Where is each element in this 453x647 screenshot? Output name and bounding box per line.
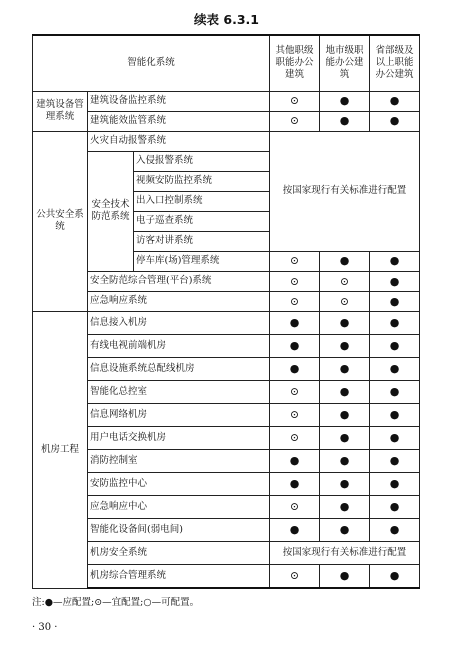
row-name: 停车库(场)管理系统 — [134, 251, 270, 271]
row-name: 机房安全系统 — [88, 542, 270, 565]
cell-value: ● — [320, 334, 370, 357]
cell-value: ● — [370, 496, 420, 519]
table-row — [33, 450, 420, 473]
table-row — [33, 473, 420, 496]
cell-value: ● — [320, 311, 370, 334]
cell-value: ⊙ — [270, 251, 320, 271]
row-name: 视频安防监控系统 — [134, 171, 270, 191]
page-number: · 30 · — [32, 622, 58, 633]
row-name: 入侵报警系统 — [134, 151, 270, 171]
row-name: 应急响应系统 — [88, 291, 270, 311]
cell-value: ● — [370, 381, 420, 404]
row-name: 访客对讲系统 — [134, 231, 270, 251]
cell-value: ⊙ — [270, 271, 320, 291]
cell-value: ● — [370, 565, 420, 588]
table-row — [33, 291, 420, 311]
cell-value: ⊙ — [270, 496, 320, 519]
row-name: 出入口控制系统 — [134, 191, 270, 211]
cell-value: ● — [270, 311, 320, 334]
row-name: 应急响应中心 — [88, 496, 270, 519]
row-name: 信息网络机房 — [88, 404, 270, 427]
table-row — [33, 404, 420, 427]
row-name: 信息接入机房 — [88, 311, 270, 334]
row-name: 信息设施系统总配线机房 — [88, 358, 270, 381]
cell-value: ● — [370, 271, 420, 291]
configuration-table — [32, 34, 420, 589]
group-machine: 机房工程 — [33, 311, 88, 588]
cell-value: ● — [320, 450, 370, 473]
cell-value: ● — [270, 358, 320, 381]
cell-value: ● — [370, 111, 420, 131]
row-name: 智能化总控室 — [88, 381, 270, 404]
cell-value: ● — [320, 473, 370, 496]
merged-standard-config: 按国家现行有关标准进行配置 — [270, 131, 420, 251]
group-building: 建筑设备管理系统 — [33, 91, 88, 131]
cell-value: ⊙ — [320, 291, 370, 311]
row-name: 机房综合管理系统 — [88, 565, 270, 588]
cell-value: ⊙ — [270, 291, 320, 311]
cell-value: ● — [320, 358, 370, 381]
cell-value: ⊙ — [270, 427, 320, 450]
cell-value: ⊙ — [270, 565, 320, 588]
row-name: 电子巡查系统 — [134, 211, 270, 231]
header-row — [33, 35, 420, 91]
row-name: 火灾自动报警系统 — [88, 131, 270, 151]
cell-value: ● — [270, 519, 320, 542]
table-row — [33, 381, 420, 404]
table-row — [33, 542, 420, 565]
cell-value: ● — [370, 291, 420, 311]
table-row — [33, 271, 420, 291]
table-title: 续表 6.3.1 — [194, 12, 259, 27]
row-name: 安防监控中心 — [88, 473, 270, 496]
row-name: 有线电视前端机房 — [88, 334, 270, 357]
row-name: 建筑设备监控系统 — [88, 91, 270, 111]
cell-value: ● — [320, 427, 370, 450]
cell-value: ● — [320, 496, 370, 519]
cell-value: ● — [370, 473, 420, 496]
table-note: 注:●—应配置;⊙—宜配置;○—可配置。 — [32, 597, 200, 608]
group-techprev: 安全技术防范系统 — [88, 151, 134, 271]
row-name: 建筑能效监管系统 — [88, 111, 270, 131]
header-col3: 省部级及以上职能办公建筑 — [370, 35, 420, 91]
cell-value: ● — [320, 404, 370, 427]
row-name: 安全防范综合管理(平台)系统 — [88, 271, 270, 291]
cell-value: ● — [320, 565, 370, 588]
cell-value: ● — [370, 519, 420, 542]
table-row — [33, 334, 420, 357]
cell-value: ⊙ — [270, 111, 320, 131]
merged-standard-config: 按国家现行有关标准进行配置 — [270, 542, 420, 565]
table-row — [33, 358, 420, 381]
table-row — [33, 565, 420, 588]
table-row — [33, 91, 420, 111]
cell-value: ● — [370, 311, 420, 334]
table-row — [33, 131, 420, 151]
table-row — [33, 496, 420, 519]
group-security: 公共安全系统 — [33, 131, 88, 311]
cell-value: ● — [370, 334, 420, 357]
cell-value: ⊙ — [270, 404, 320, 427]
cell-value: ⊙ — [270, 91, 320, 111]
cell-value: ● — [320, 251, 370, 271]
table-row — [33, 311, 420, 334]
cell-value: ● — [370, 404, 420, 427]
table-row — [33, 427, 420, 450]
cell-value: ⊙ — [320, 271, 370, 291]
cell-value: ● — [370, 91, 420, 111]
cell-value: ● — [370, 427, 420, 450]
row-name: 消防控制室 — [88, 450, 270, 473]
table-row — [33, 519, 420, 542]
cell-value: ● — [270, 450, 320, 473]
cell-value: ● — [320, 381, 370, 404]
row-name: 用户电话交换机房 — [88, 427, 270, 450]
header-col1: 其他职级职能办公建筑 — [270, 35, 320, 91]
header-system: 智能化系统 — [33, 35, 270, 91]
header-col2: 地市级职能办公建筑 — [320, 35, 370, 91]
table-row — [33, 111, 420, 131]
cell-value: ● — [370, 358, 420, 381]
cell-value: ● — [320, 111, 370, 131]
cell-value: ⊙ — [270, 381, 320, 404]
cell-value: ● — [370, 251, 420, 271]
cell-value: ● — [320, 91, 370, 111]
cell-value: ● — [320, 519, 370, 542]
cell-value: ● — [370, 450, 420, 473]
row-name: 智能化设备间(弱电间) — [88, 519, 270, 542]
cell-value: ● — [270, 473, 320, 496]
cell-value: ● — [270, 334, 320, 357]
